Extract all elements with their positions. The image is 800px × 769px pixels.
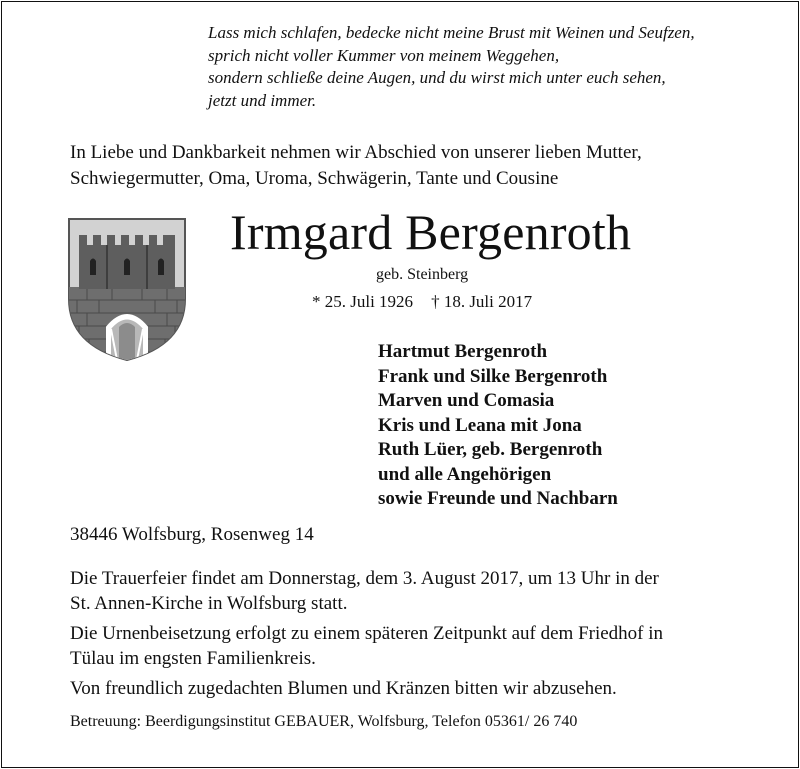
castle-coat-of-arms-icon [67,217,187,362]
mourner-line: Marven und Comasia [378,390,555,411]
poem-line: Lass mich schlafen, bedecke nicht meine Brust mit Weinen und Seufzen, [208,23,695,42]
mourner-line: Hartmut Bergenroth [378,341,548,362]
flowers-note-line: Von freundlich zugedachten Blumen und Kränzen bitten wir abzusehen. [70,678,617,699]
mourner-line: und alle Angehörigen [378,463,552,485]
flowers-note [70,676,617,701]
death-date: † 18. Juli 2017 [431,292,533,311]
poem [208,22,695,112]
poem-line: sprich nicht voller Kummer von meinem Weggehen, [208,45,560,65]
urn-burial-line: Die Urnenbeisetzung erfolgt zu einem späteren Zeitpunkt auf dem Friedhof in [70,623,664,644]
family-address: 38446 Wolfsburg, Rosenweg 14 [70,524,314,545]
funeral-line: St. Annen-Kirche in Wolfsburg statt. [70,593,348,614]
mourner-line: Frank und Silke Bergenroth [378,365,608,387]
urn-burial-line: Tülau im engsten Familienkreis. [70,648,316,669]
mourner-line: Ruth Lüer, geb. Bergenroth [378,439,603,460]
mourner-line: sowie Freunde und Nachbarn [378,488,618,509]
funeral-home-footer: Betreuung: Beerdigungsinstitut GEBAUER, Wolfsburg, Telefon 05361/ 26 740 [70,713,578,730]
intro-line: Schwiegermutter, Oma, Uroma, Schwägerin, Tante und Cousine [70,168,559,189]
deceased-name: Irmgard Bergenroth [230,204,632,260]
mourner-line: Kris und Leana mit Jona [378,414,582,436]
funeral-paragraph [70,566,659,616]
urn-burial-paragraph [70,621,663,671]
life-dates [312,292,550,312]
intro-line: In Liebe und Dankbarkeit nehmen wir Abschied von unserer lieben Mutter, [70,142,642,163]
mourners-list [378,340,618,512]
birth-name: geb. Steinberg [376,266,469,283]
poem-line: sondern schließe deine Augen, und du wirst mich unter euch sehen, [208,68,666,87]
poem-line: jetzt und immer. [208,90,317,110]
funeral-line: Die Trauerfeier findet am Donnerstag, dem 3. August 2017, um 13 Uhr in der [70,568,659,589]
intro-text [70,140,642,192]
birth-date: * 25. Juli 1926 [312,292,414,311]
